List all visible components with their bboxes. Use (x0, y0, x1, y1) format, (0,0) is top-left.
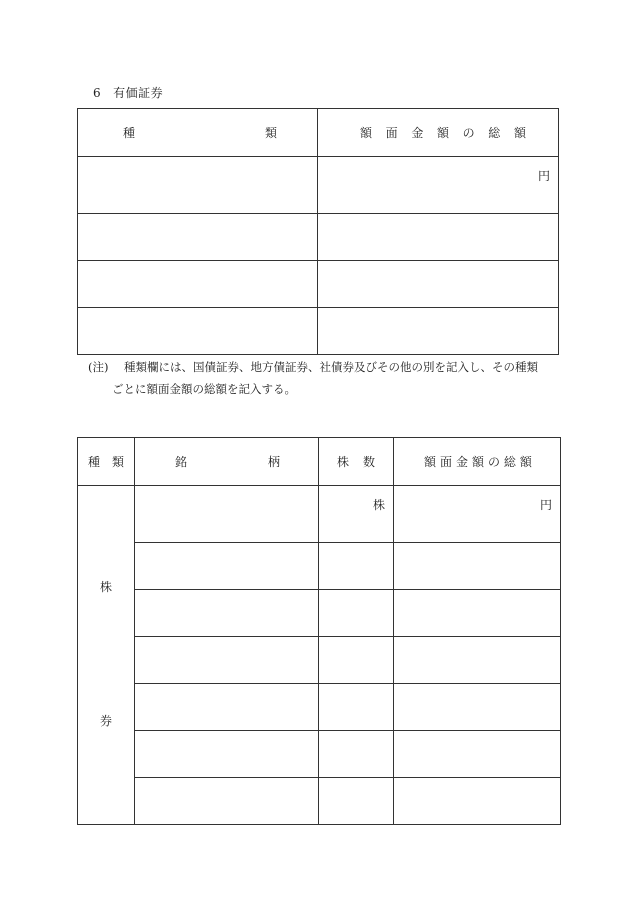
kind-cell[interactable] (78, 261, 318, 308)
stock-table (77, 437, 561, 825)
header-total-char: 額 (436, 126, 449, 140)
shares-unit: 株 (372, 498, 385, 512)
brand-cell[interactable] (135, 684, 319, 731)
header-total-char: 総 (503, 455, 516, 469)
note-line2: ごとに額面金額の総額を記入する。 (112, 382, 296, 396)
header-total-char: 額 (471, 455, 484, 469)
header-brand-char: 柄 (267, 455, 280, 469)
header-total-char: 額 (513, 126, 526, 140)
total-cell[interactable] (394, 637, 561, 684)
total-cell[interactable] (318, 308, 559, 355)
header-total-char: の (462, 126, 475, 140)
shares-cell[interactable] (319, 637, 394, 684)
shares-cell[interactable] (319, 684, 394, 731)
total-cell[interactable] (394, 590, 561, 637)
table-row (78, 308, 559, 355)
total-cell[interactable] (318, 261, 559, 308)
table-row (78, 637, 561, 684)
table-row (78, 778, 561, 825)
total-cell[interactable] (394, 543, 561, 590)
total-cell[interactable] (394, 486, 561, 543)
header-total-char: 額 (424, 455, 437, 469)
header-total-char: 額 (519, 455, 532, 469)
note (88, 356, 568, 400)
total-cell[interactable] (318, 214, 559, 261)
table-row (78, 157, 559, 214)
section-heading (93, 84, 163, 101)
header-brand (135, 438, 319, 486)
shares-cell[interactable] (319, 590, 394, 637)
brand-cell[interactable] (135, 590, 319, 637)
table-row (78, 731, 561, 778)
table-row (78, 214, 559, 261)
yen-unit: 円 (539, 498, 552, 512)
header-total-char: 面 (439, 455, 452, 469)
table-row (78, 684, 561, 731)
brand-cell[interactable] (135, 486, 319, 543)
table-row (78, 543, 561, 590)
header-total-char: 面 (385, 126, 398, 140)
total-cell[interactable] (394, 731, 561, 778)
kind-cell[interactable] (78, 308, 318, 355)
header-kind-char: 類 (111, 455, 124, 469)
shares-cell[interactable] (319, 731, 394, 778)
total-cell[interactable] (318, 157, 559, 214)
table-row (78, 261, 559, 308)
header-shares (319, 438, 394, 486)
header-kind-char: 類 (264, 126, 277, 140)
brand-cell[interactable] (135, 778, 319, 825)
header-kind-char: 種 (88, 455, 101, 469)
header-total-char: の (487, 455, 500, 469)
yen-unit: 円 (537, 169, 550, 183)
total-cell[interactable] (394, 684, 561, 731)
table-row (78, 486, 561, 543)
header-shares-char: 数 (362, 455, 375, 469)
kind-label-bottom: 券 (99, 714, 112, 728)
header-total-face-value (318, 109, 559, 157)
shares-cell[interactable] (319, 543, 394, 590)
kind-cell[interactable] (78, 157, 318, 214)
note-line1: 種類欄には、国債証券、地方債証券、社債券及びその他の別を記入し、その種類 (124, 360, 538, 374)
kind-cell[interactable] (78, 214, 318, 261)
brand-cell[interactable] (135, 543, 319, 590)
shares-cell[interactable] (319, 778, 394, 825)
brand-cell[interactable] (135, 637, 319, 684)
kind-label-top: 株 (99, 580, 112, 594)
header-total-char: 金 (455, 455, 468, 469)
header-shares-char: 株 (337, 455, 350, 469)
header-total-char: 金 (411, 126, 424, 140)
table-row (78, 590, 561, 637)
header-total-char: 総 (488, 126, 501, 140)
securities-table (77, 108, 559, 355)
kind-stock-cell (78, 486, 135, 825)
section-number: 6 (93, 86, 102, 100)
total-cell[interactable] (394, 778, 561, 825)
header-total-face-value (394, 438, 561, 486)
header-brand-char: 銘 (175, 455, 188, 469)
section-title: 有価証券 (113, 86, 164, 100)
header-kind (78, 438, 135, 486)
header-kind (78, 109, 318, 157)
header-total-char: 額 (360, 126, 373, 140)
header-kind-char: 種 (123, 126, 136, 140)
note-mark: (注) (88, 360, 109, 374)
brand-cell[interactable] (135, 731, 319, 778)
shares-cell[interactable] (319, 486, 394, 543)
